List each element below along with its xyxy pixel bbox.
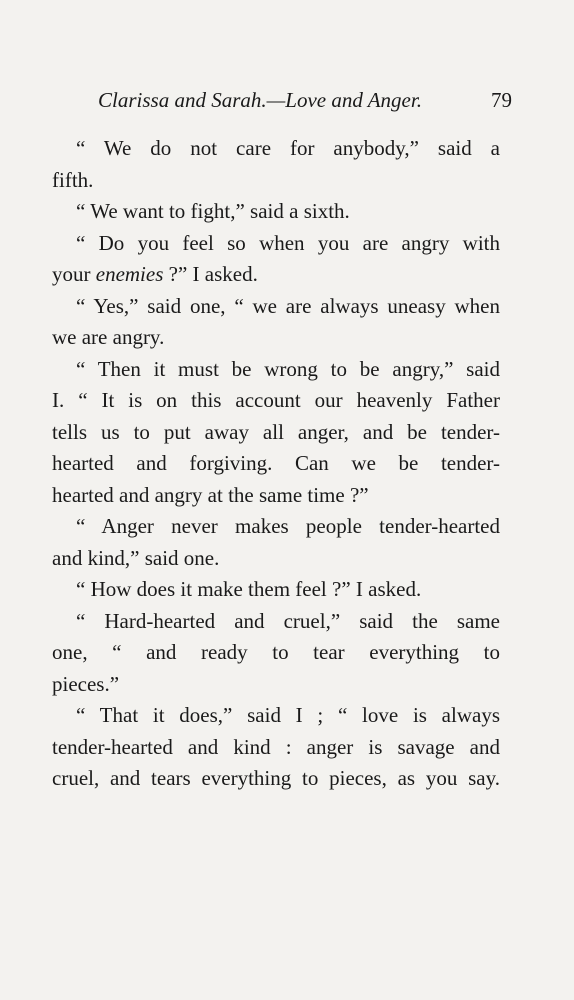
text-line: tender-hearted and kind : anger is savage and	[52, 734, 500, 759]
text-line: tells us to put away all anger, and be tender-	[52, 419, 500, 444]
body-text	[52, 133, 500, 795]
text-line: “ We do not care for anybody,” said a	[76, 136, 500, 160]
page-number: 79	[491, 88, 512, 112]
text-line: hearted and forgiving. Can we be tender-	[52, 451, 500, 475]
emphasis: enemies	[95, 262, 164, 286]
text-line: “ Yes,” said one, “ we are always uneasy when	[76, 293, 500, 318]
text-line: hearted and angry at the same time ?”	[52, 482, 369, 507]
text-line: your enemies ?” I asked.	[52, 262, 258, 286]
text-line: fifth.	[52, 167, 94, 192]
text-line: “ Do you feel so when you are angry with	[76, 230, 500, 255]
text-line: we are angry.	[52, 325, 165, 349]
text-line: “ We want to fight,” said a sixth.	[76, 199, 350, 223]
text-line: cruel, and tears everything to pieces, as you say.	[52, 766, 500, 790]
text-line: “ Anger never makes people tender-hearted	[76, 514, 500, 538]
text-line: “ How does it make them feel ?” I asked.	[76, 577, 422, 601]
page-header	[98, 88, 512, 122]
text-line: “ That it does,” said I ; “ love is always	[76, 703, 500, 727]
text-line: “ Hard-hearted and cruel,” said the same	[76, 608, 500, 633]
text-line: pieces.”	[52, 671, 120, 696]
text-line: and kind,” said one.	[52, 545, 220, 570]
running-title: Clarissa and Sarah.—Love and Anger.	[98, 88, 422, 112]
text-line: “ Then it must be wrong to be angry,” said	[76, 356, 500, 381]
text-line: one, “ and ready to tear everything to	[52, 640, 500, 664]
text-line: I. “ It is on this account our heavenly Father	[52, 388, 500, 412]
